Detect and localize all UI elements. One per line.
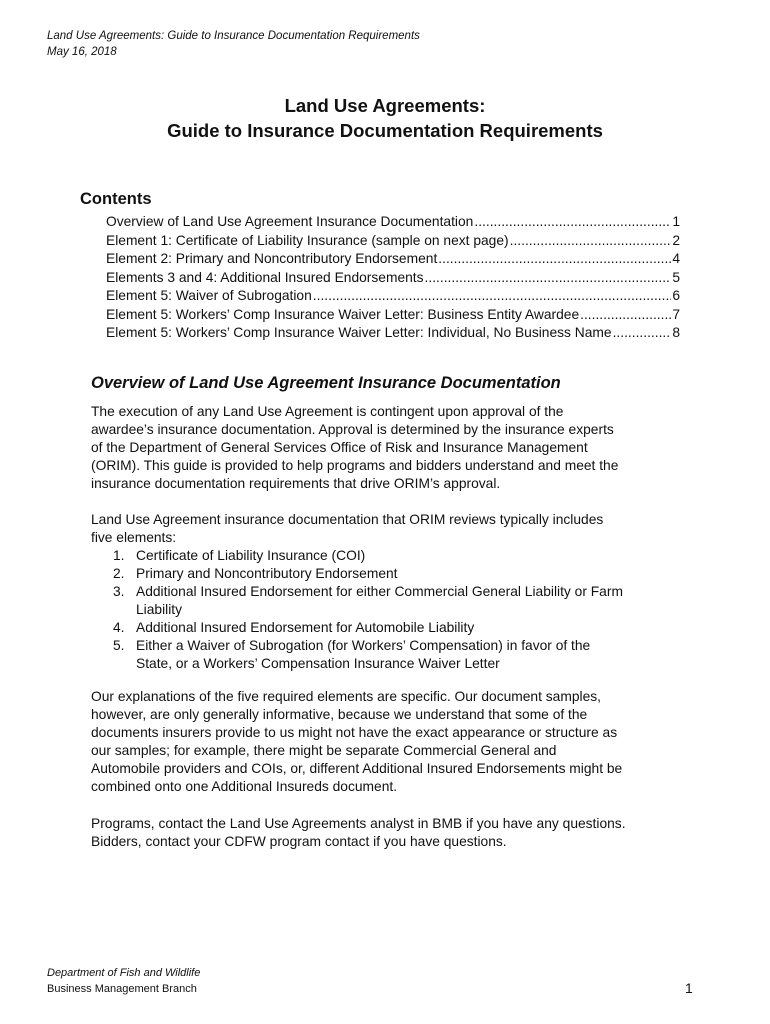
toc-entry[interactable]	[106, 287, 680, 306]
toc-entry-title: Element 1: Certificate of Liability Insurance (sample on next page)	[106, 232, 509, 248]
list-item-text: Additional Insured Endorsement for Automobile Liability	[136, 620, 475, 635]
text-line: Our explanations of the five required elements are specific. Our document samples,	[91, 689, 601, 704]
title-line-1: Land Use Agreements:	[284, 95, 486, 116]
text-line: Bidders, contact your CDFW program contact if you have questions.	[91, 834, 507, 849]
text-line: Automobile providers and COIs, or, different Additional Insured Endorsements might be	[91, 761, 623, 776]
text-line: insurance documentation requirements that drive ORIM’s approval.	[91, 476, 501, 491]
required-elements-list	[91, 547, 691, 673]
text-line: (ORIM). This guide is provided to help programs and bidders understand and meet the	[91, 458, 619, 473]
list-item-text: Additional Insured Endorsement for either Commercial General Liability or Farm	[136, 584, 623, 599]
toc-entry-page: 8	[672, 325, 680, 340]
toc-entry[interactable]	[106, 232, 680, 251]
toc-entry-title: Element 5: Waiver of Subrogation	[106, 288, 312, 303]
contents-heading: Contents	[80, 190, 152, 208]
toc-dot-leader	[613, 324, 672, 343]
toc-dot-leader	[425, 269, 672, 288]
toc-entry-page: 4	[672, 251, 680, 266]
toc-entry[interactable]	[106, 269, 680, 288]
text-line: our samples; for example, there might be separate Commercial General and	[91, 743, 557, 758]
list-item	[91, 583, 691, 619]
document-title	[0, 93, 770, 143]
toc-dot-leader	[474, 213, 671, 232]
title-line-2: Guide to Insurance Documentation Requirements	[167, 120, 603, 141]
overview-paragraph-4	[91, 815, 691, 851]
toc-entry[interactable]	[106, 306, 680, 325]
toc-entry[interactable]	[106, 250, 680, 269]
toc-entry-title: Overview of Land Use Agreement Insurance Documentation	[106, 214, 474, 229]
text-line: awardee’s insurance documentation. Approval is determined by the insurance experts	[91, 422, 614, 437]
toc-dot-leader	[313, 287, 672, 306]
overview-paragraph-1	[91, 403, 691, 493]
footer-department: Department of Fish and Wildlife	[47, 967, 201, 979]
list-item-number: 2.	[113, 566, 125, 581]
toc-entry-page: 5	[672, 269, 680, 285]
toc-entry-page: 2	[672, 232, 680, 248]
list-item-number: 1.	[113, 548, 125, 563]
overview-heading: Overview of Land Use Agreement Insurance Documentation	[91, 374, 561, 392]
page-footer	[47, 965, 200, 997]
list-item-text: Liability	[136, 602, 183, 617]
list-item-text: Either a Waiver of Subrogation (for Workers’ Compensation) in favor of the	[136, 638, 591, 653]
toc-entry-page: 6	[672, 288, 680, 303]
toc-dot-leader	[510, 232, 672, 251]
overview-paragraph-2	[91, 511, 691, 673]
header-date: May 16, 2018	[47, 46, 117, 58]
overview-paragraph-3	[91, 688, 691, 796]
toc-entry[interactable]	[106, 213, 680, 232]
toc-entry-title: Element 5: Workers’ Comp Insurance Waiver Letter: Business Entity Awardee	[106, 306, 580, 322]
toc-entry-title: Elements 3 and 4: Additional Insured Endorsements	[106, 269, 424, 285]
text-line: Land Use Agreement insurance documentation that ORIM reviews typically includes	[91, 512, 604, 527]
list-item	[91, 547, 691, 565]
toc-dot-leader	[580, 306, 671, 325]
toc-dot-leader	[438, 250, 671, 269]
text-line: of the Department of General Services Office of Risk and Insurance Management	[91, 440, 588, 455]
list-item-text: State, or a Workers’ Compensation Insurance Waiver Letter	[136, 656, 500, 671]
text-line: Programs, contact the Land Use Agreements analyst in BMB if you have any questions.	[91, 816, 626, 831]
text-line: five elements:	[91, 530, 177, 545]
toc-entry-page: 1	[672, 214, 680, 229]
header-doc-title: Land Use Agreements: Guide to Insurance Documentation Requirements	[47, 30, 420, 42]
page-number: 1	[685, 980, 693, 996]
text-line: The execution of any Land Use Agreement is contingent upon approval of the	[91, 404, 564, 419]
table-of-contents	[106, 213, 680, 343]
list-item-number: 5.	[113, 638, 125, 653]
toc-entry-title: Element 5: Workers’ Comp Insurance Waiver Letter: Individual, No Business Name	[106, 325, 612, 340]
text-line: however, are only generally informative, because we understand that some of the	[91, 707, 588, 722]
toc-entry-page: 7	[672, 306, 680, 322]
list-item	[91, 619, 691, 637]
list-item-text: Primary and Noncontributory Endorsement	[136, 566, 398, 581]
list-item-number: 4.	[113, 620, 125, 635]
text-line: documents insurers provide to us might not have the exact appearance or structure as	[91, 725, 618, 740]
list-item-number: 3.	[113, 584, 125, 599]
toc-entry[interactable]	[106, 324, 680, 343]
list-item	[91, 565, 691, 583]
list-item-text: Certificate of Liability Insurance (COI)	[136, 548, 366, 563]
text-line: combined onto one Additional Insureds document.	[91, 779, 398, 794]
list-item	[91, 637, 691, 673]
footer-branch: Business Management Branch	[47, 983, 197, 995]
toc-entry-title: Element 2: Primary and Noncontributory Endorsement	[106, 251, 438, 266]
running-header	[47, 28, 420, 60]
